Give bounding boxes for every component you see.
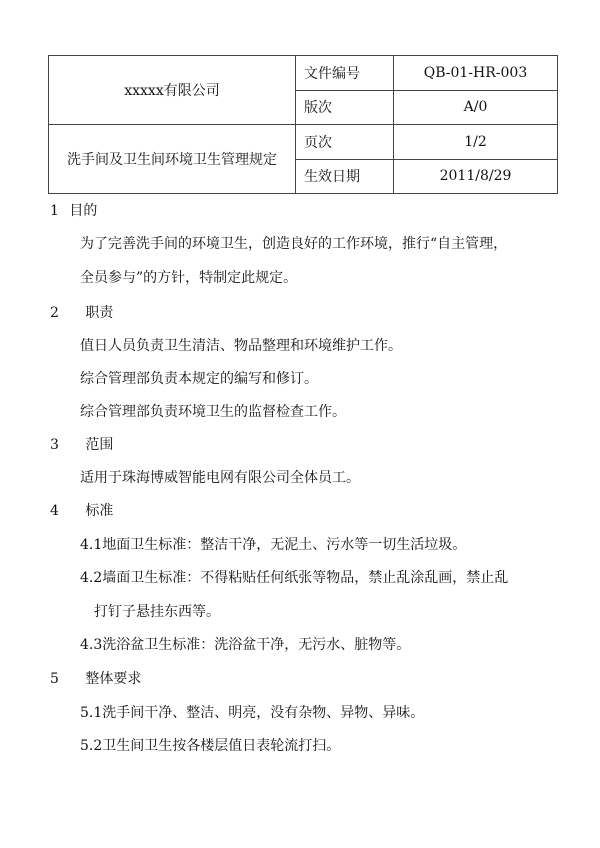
section-5-number: 5 xyxy=(50,671,59,687)
section-2-item-3: 综合管理部负责环境卫生的监督检查工作。 xyxy=(80,404,346,420)
section-3-title: 范围 xyxy=(85,437,114,453)
document-title: 洗手间及卫生间环境卫生管理规定 xyxy=(49,125,296,194)
section-1-text-line-1: 为了完善洗手间的环境卫生，创造良好的工作环境，推行“自主管理， xyxy=(80,236,508,252)
section-4-item-2-line-1: 4.2墙面卫生标准：不得粘贴任何纸张等物品，禁止乱涂乱画，禁止乱 xyxy=(80,570,509,586)
section-4-heading xyxy=(50,501,113,521)
company-name: xxxxx有限公司 xyxy=(49,56,296,125)
section-5-item-1: 5.1洗手间干净、整洁、明亮，没有杂物、异物、异味。 xyxy=(80,705,425,721)
section-4-item-3: 4.3洗浴盆卫生标准：洗浴盆干净，无污水、脏物等。 xyxy=(80,637,411,653)
section-2-item-1: 值日人员负责卫生清洁、物品整理和环境维护工作。 xyxy=(80,338,402,354)
section-4-title: 标准 xyxy=(85,503,114,519)
section-5-heading xyxy=(50,669,141,689)
section-3-text: 适用于珠海博威智能电网有限公司全体员工。 xyxy=(80,470,360,486)
section-3-number: 3 xyxy=(50,437,59,453)
section-2-title: 职责 xyxy=(85,305,114,321)
section-4-item-2-line-2: 打钉子悬挂东西等。 xyxy=(94,604,220,620)
section-2-number: 2 xyxy=(50,305,59,321)
section-1-number: 1 xyxy=(50,203,59,219)
section-5-title: 整体要求 xyxy=(85,671,142,687)
section-4-item-1: 4.1地面卫生标准：整洁干净，无泥土、污水等一切生活垃圾。 xyxy=(80,537,467,553)
effective-date-value: 2011/8/29 xyxy=(394,159,558,194)
version-value: A/0 xyxy=(394,90,558,125)
section-5-item-2: 5.2卫生间卫生按各楼层值日表轮流打扫。 xyxy=(80,738,341,754)
section-1-text-line-2: 全员参与”的方针，特制定此规定。 xyxy=(80,270,298,286)
doc-number-label: 文件编号 xyxy=(296,56,394,91)
section-1-heading xyxy=(50,201,97,221)
page-label: 页次 xyxy=(296,125,394,160)
version-label: 版次 xyxy=(296,90,394,125)
doc-number-value: QB-01-HR-003 xyxy=(394,56,558,91)
page-value: 1/2 xyxy=(394,125,558,160)
section-2-heading xyxy=(50,303,113,323)
document-header-table xyxy=(48,55,558,194)
effective-date-label: 生效日期 xyxy=(296,159,394,194)
section-4-number: 4 xyxy=(50,503,59,519)
section-2-item-2: 综合管理部负责本规定的编写和修订。 xyxy=(80,371,318,387)
section-3-heading xyxy=(50,435,113,455)
section-1-title: 目的 xyxy=(69,203,98,219)
